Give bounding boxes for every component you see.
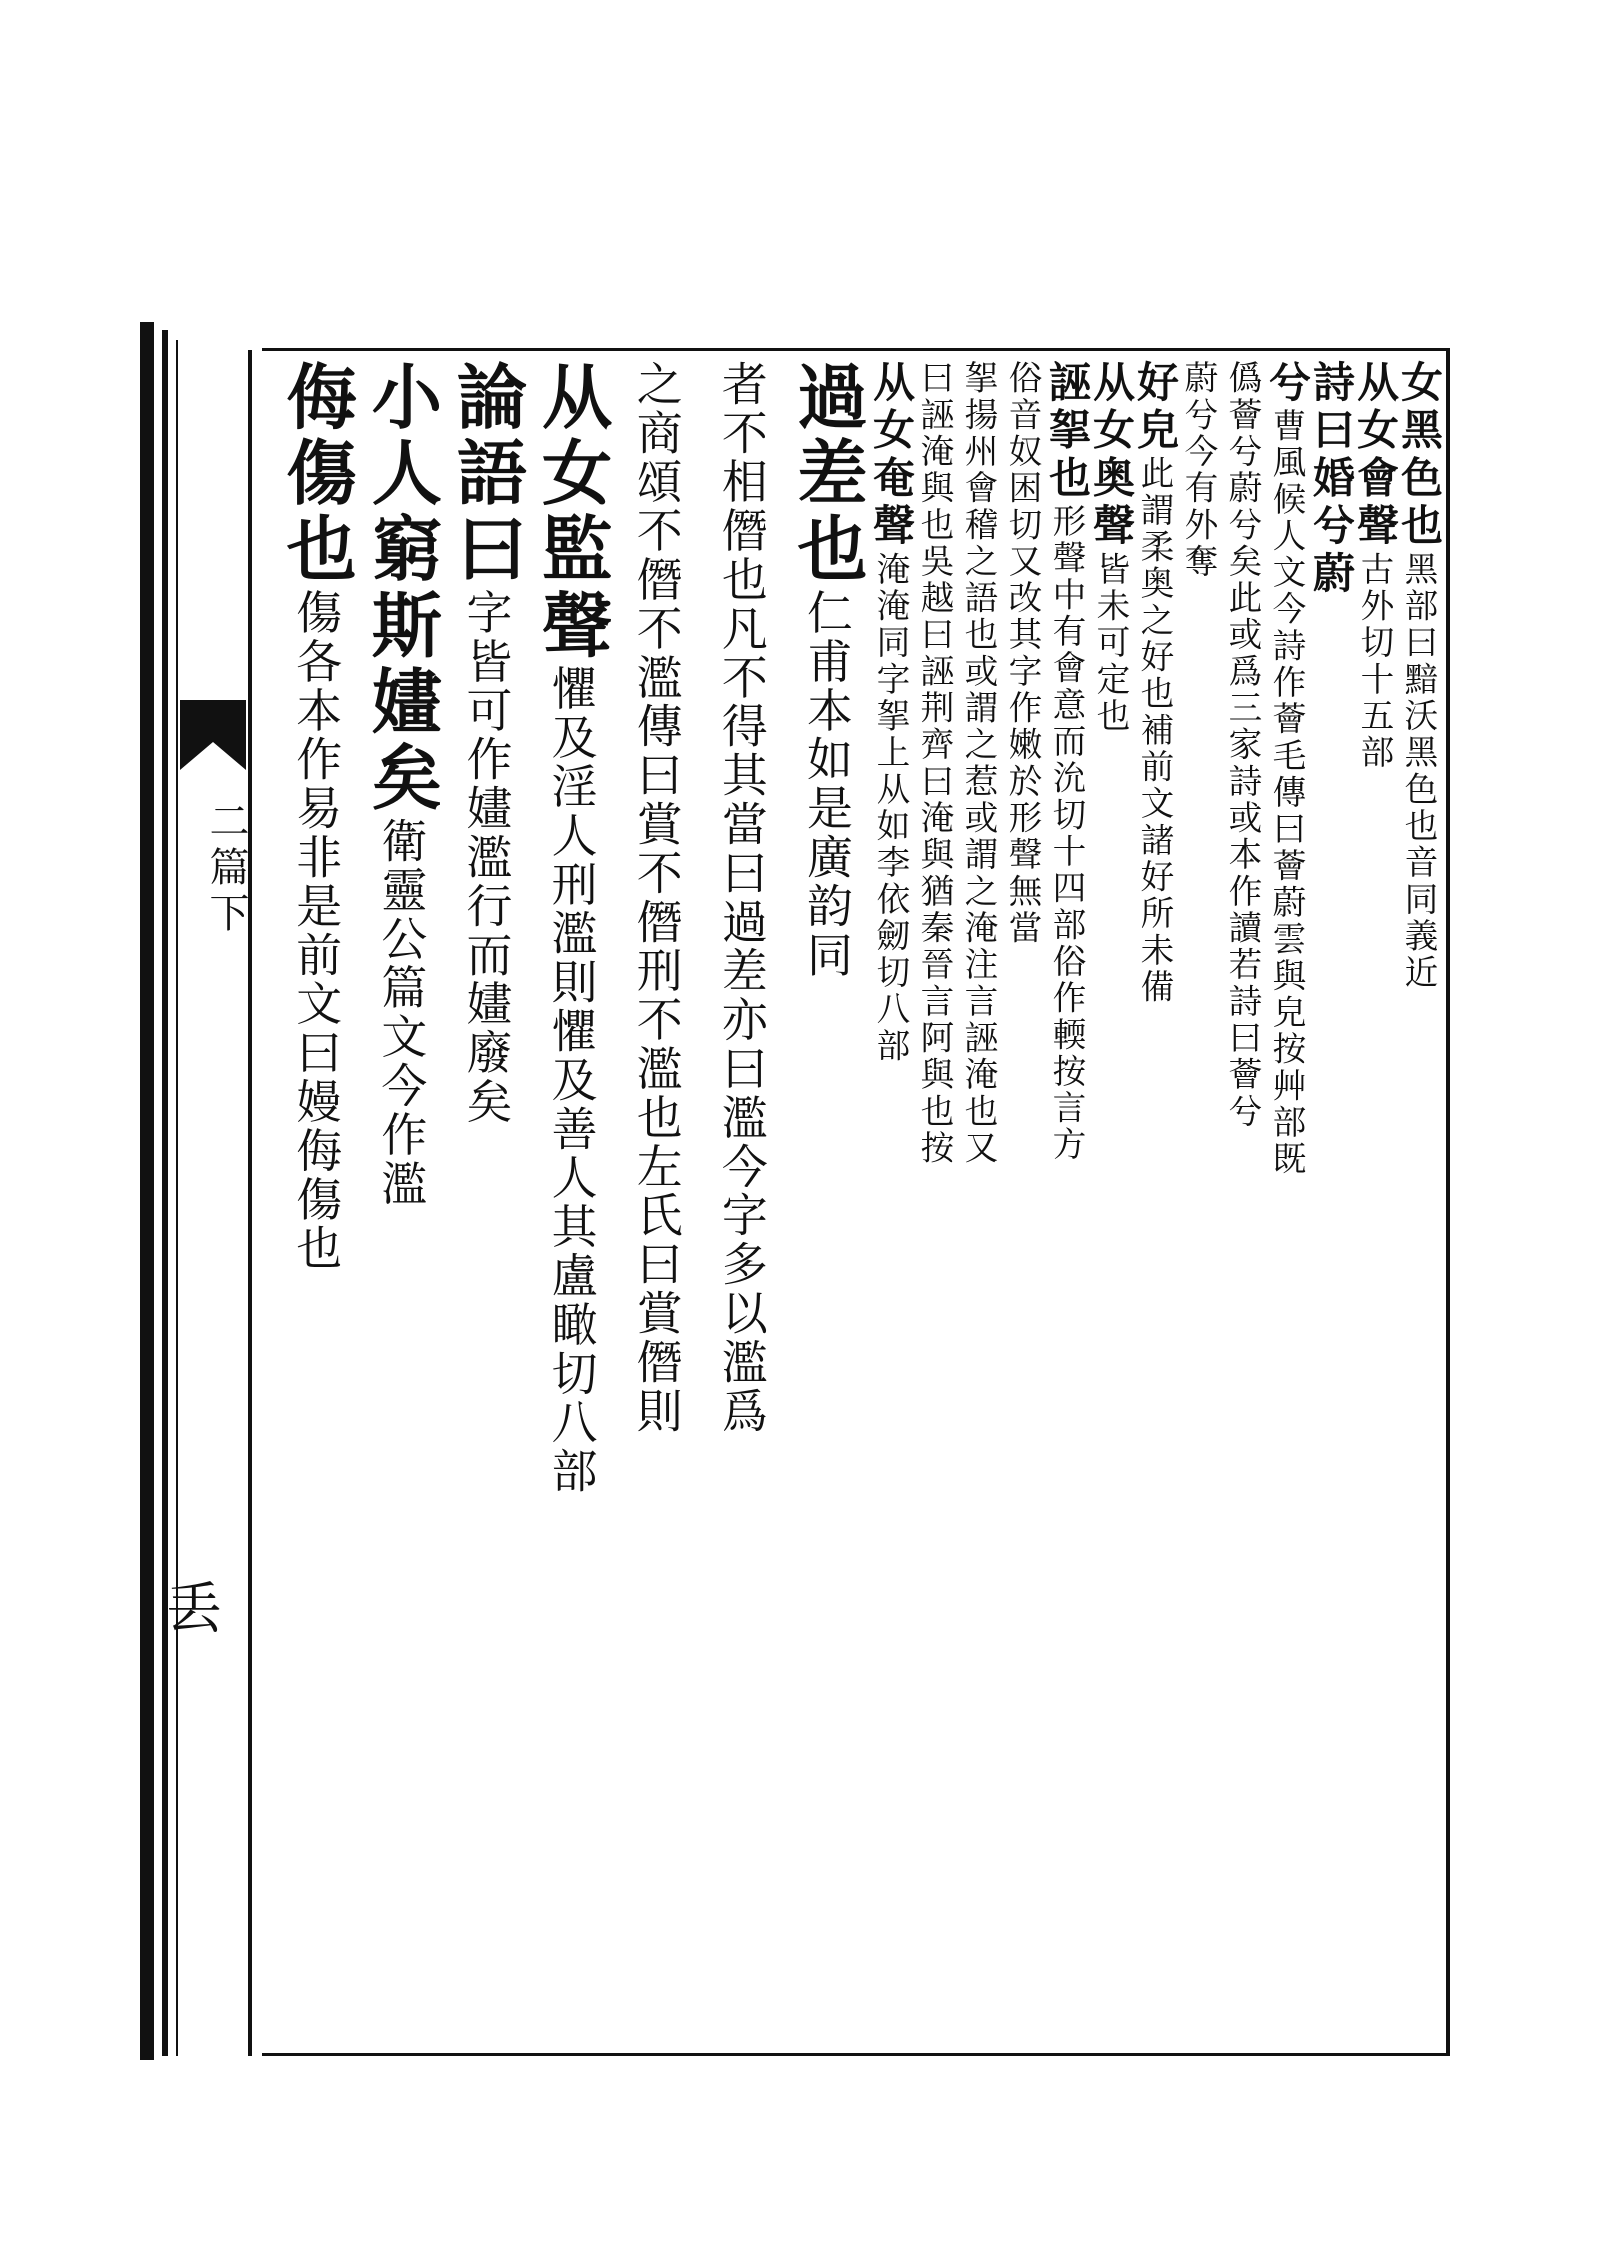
column-15-note: 者不相僭也凡不得其當曰過差亦曰濫今字多以濫爲 (714, 360, 769, 1436)
column-17 (529, 360, 614, 2050)
column-19 (359, 360, 444, 2050)
text-columns-continued (270, 360, 870, 2050)
column-20-note: 傷各本作易非是前文曰嫚侮傷也 (289, 588, 344, 1274)
column-18 (444, 360, 529, 2050)
column-20 (274, 360, 359, 2050)
column-8-main: 从女奥聲 (1086, 360, 1135, 552)
column-16-note: 之商頌不僭不濫傳曰賞不僭刑不濫也左氏曰賞僭則 (629, 360, 684, 1436)
column-18-note: 字皆可作嫿濫行而嫿廢矣 (459, 588, 514, 1127)
text-columns (866, 360, 1443, 2050)
column-2-main: 从女會聲 (1350, 360, 1399, 552)
column-17-main: 从女監聲 (530, 360, 614, 665)
column-11 (956, 360, 1000, 2050)
column-7-main: 好皃 (1130, 360, 1179, 456)
column-1-note: 黑部曰黯沃黑色也音同義近 (1399, 551, 1438, 992)
column-13 (866, 360, 915, 2050)
column-11-note: 挐揚州會稽之語也或謂之惹或謂之淹注言誣淹也又 (959, 360, 998, 1167)
column-1 (1394, 360, 1443, 2050)
column-2-note: 古外切十五部 (1355, 551, 1394, 772)
margin-chapter-label: 二篇下 (203, 800, 249, 938)
column-18-main: 論語曰 (445, 360, 529, 589)
column-10 (1000, 360, 1044, 2050)
column-7-note: 此謂柔奥之好也補前文諸好所未備 (1135, 455, 1174, 1006)
fold-rule (248, 350, 252, 2056)
column-19-main: 小人窮斯嫿矣 (360, 360, 444, 818)
left-border-rule (140, 322, 154, 2060)
column-4 (1262, 360, 1311, 2050)
column-10-note: 俗音奴困切又改其字作嫩於形聲無當 (1003, 360, 1042, 947)
column-13-main: 从女奄聲 (866, 360, 915, 552)
column-15 (700, 360, 785, 2050)
column-5-note: 僞薈兮蔚兮矣此或爲三家詩或本作讀若詩曰薈兮 (1223, 360, 1262, 1130)
column-12 (912, 360, 956, 2050)
column-20-main: 侮傷也 (275, 360, 359, 589)
column-17-note: 懼及淫人刑濫則懼及善人其盧瞰切八部 (544, 664, 599, 1497)
column-7 (1130, 360, 1179, 2050)
column-2 (1350, 360, 1399, 2050)
column-9-note: 形聲中有會意而沇切十四部俗作輭按言方 (1047, 503, 1086, 1164)
column-14-main: 過差也 (786, 360, 869, 589)
column-12-note: 曰誣淹與也吳越曰誣荆齊曰淹與猶秦晉言阿與也按 (915, 360, 954, 1167)
column-13-note: 淹淹同字挐上从如李依劒切八部 (871, 551, 910, 1065)
column-3 (1306, 360, 1355, 2050)
fishtail-mark (180, 700, 246, 770)
column-6 (1176, 360, 1220, 2050)
column-19-note: 衛靈公篇文今作濫 (374, 817, 429, 1209)
left-thin-rule (176, 340, 178, 2056)
column-9 (1042, 360, 1091, 2050)
column-14-note: 仁甫本如是廣韵同 (800, 588, 854, 980)
column-5 (1220, 360, 1264, 2050)
margin-page-number: 丢 (157, 1578, 222, 1634)
left-inner-rule (162, 330, 168, 2056)
column-16 (615, 360, 700, 2050)
column-4-note: 曹風候人文今詩作薈毛傳曰薈蔚雲與皃按艸部既 (1267, 407, 1306, 1178)
column-1-main: 女黑色也 (1394, 360, 1443, 552)
column-4-main: 兮 (1262, 360, 1311, 408)
column-8 (1086, 360, 1135, 2050)
column-3-main: 詩曰婚兮蔚 (1306, 360, 1355, 599)
column-14 (785, 360, 870, 2050)
column-6-note: 蔚兮今有外奪 (1179, 360, 1218, 580)
column-8-note: 皆未可定也 (1091, 551, 1130, 735)
column-9-main: 誣挐也 (1042, 360, 1091, 504)
